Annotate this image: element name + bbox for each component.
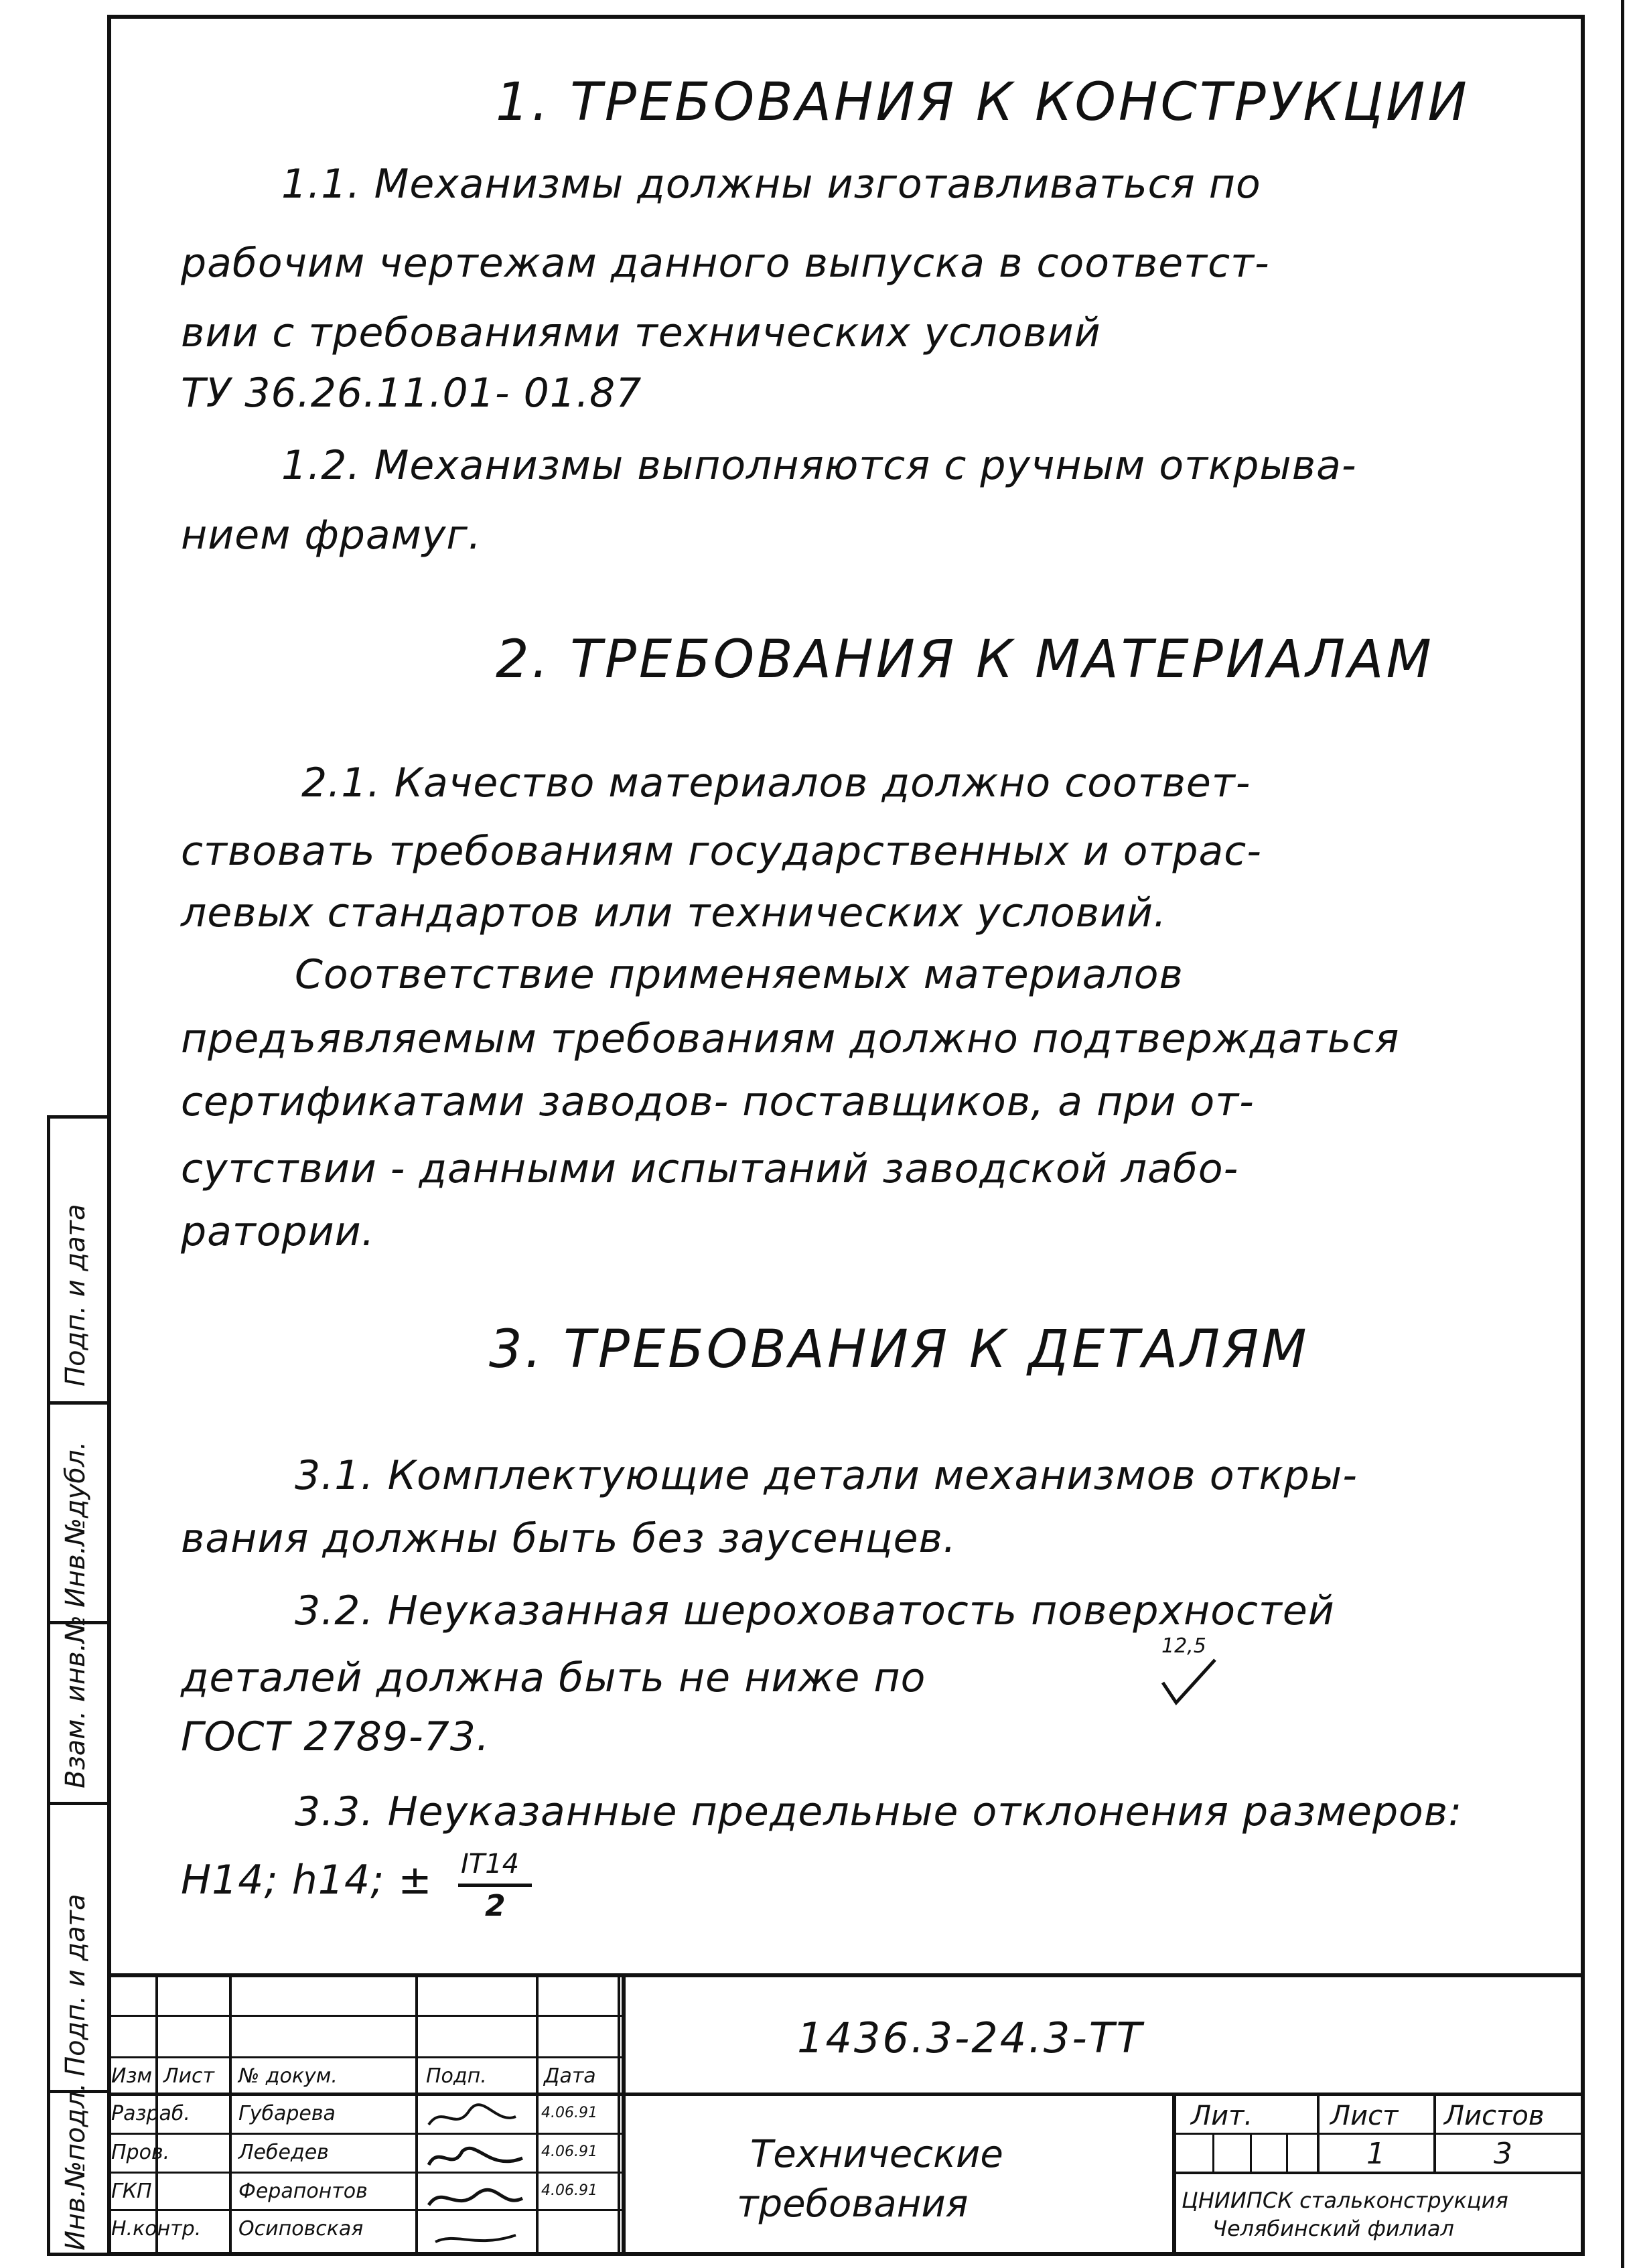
organization-line-2: Челябинский филиал [1212,2216,1454,2241]
row-name: Осиповская [238,2217,364,2241]
row-role: Н.контр. [111,2217,202,2241]
roughness-value: 12,5 [1161,1634,1206,1658]
title-block [107,1973,1585,2256]
section-1-line-3: вии с требованиями технических условий [181,309,1101,356]
section-3-line-1: 3.1. Комплектующие детали механизмов откры- [295,1452,1358,1499]
section-1-heading: 1. ТРЕБОВАНИЯ К КОНСТРУКЦИИ [496,72,1470,133]
section-1-line-5: 1.2. Механизмы выполняются с ручным открыва- [281,442,1357,489]
margin-separator [47,1802,111,1805]
document-title-line-1: Технические [750,2133,1003,2176]
row-date: 4.06.91 [541,2105,597,2121]
margin-label-inv-podl: Инв.№подл. [60,2082,91,2251]
section-2-line-4: Соответствие применяемых материалов [295,951,1184,998]
section-2-line-7: сутствии - данными испытаний заводской лабо- [181,1145,1239,1192]
document-number: 1436.3-24.3-ТТ [797,2013,1144,2062]
row-date: 4.06.91 [541,2143,597,2160]
section-3-heading: 3. ТРЕБОВАНИЯ К ДЕТАЛЯМ [489,1320,1309,1380]
margin-label-podp-data-bottom: Подп. и дата [60,1894,91,2076]
sheet-label: Лист [1330,2101,1399,2131]
lit-label: Лит. [1191,2101,1253,2131]
section-2-line-8: ратории. [181,1208,375,1255]
section-3-line-6: 3.3. Неуказанные предельные отклонения размеров: [295,1788,1463,1835]
section-2-line-1: 2.1. Качество материалов должно соответ- [301,760,1251,806]
sheet-edge-line [1621,0,1624,2268]
sheets-count: 3 [1494,2137,1512,2171]
section-1-line-1: 1.1. Механизмы должны изготавливаться по [281,161,1261,208]
row-role: Пров. [111,2141,170,2164]
document-title-line-2: требования [737,2182,969,2226]
section-2-line-3: левых стандартов или технических условий. [181,890,1167,936]
section-2-line-6: сертификатами заводов- поставщиков, а при от- [181,1078,1255,1125]
row-date: 4.06.91 [541,2182,597,2199]
row-name: Лебедев [238,2141,329,2164]
section-2-line-2: ствовать требованиям государственных и отрас- [181,828,1262,875]
row-role: Разраб. [111,2102,190,2125]
check-mark-icon [1159,1634,1219,1708]
margin-label-inv-dubl: Инв.№дубл. [60,1441,91,1608]
signatures-graphic [422,2098,529,2252]
row-role: ГКП [111,2180,152,2203]
margin-separator [47,1401,111,1405]
header-data: Дата [544,2064,596,2088]
section-1-line-6: нием фрамуг. [181,512,482,559]
section-2-line-5: предъявляемым требованиям должно подтверждаться [181,1015,1400,1062]
header-ndokum: № докум. [238,2064,338,2088]
fraction-numerator: IT14 [461,1849,520,1880]
section-3-line-2: вания должны быть без заусенцев. [181,1515,956,1562]
section-3-line-4: деталей должна быть не ниже по [181,1654,926,1701]
margin-label-podp-data-top: Подп. и дата [60,1204,91,1387]
section-3-line-7: Н14; h14; ± [181,1857,433,1904]
row-name: Ферапонтов [238,2180,368,2203]
row-name: Губарева [238,2102,336,2125]
tolerance-fraction [455,1849,543,1929]
margin-label-vzam-inv: Взам. инв.№ [60,1615,91,1788]
header-podp: Подп. [426,2064,487,2088]
header-list: Лист [163,2064,215,2088]
sheet-number: 1 [1366,2137,1385,2171]
sheets-label: Листов [1444,2101,1545,2131]
fraction-bar [458,1884,532,1887]
section-1-line-4: ТУ 36.26.11.01- 01.87 [181,370,642,417]
section-2-heading: 2. ТРЕБОВАНИЯ К МАТЕРИАЛАМ [496,630,1434,690]
section-3-line-5: ГОСТ 2789-73. [181,1713,490,1760]
fraction-denominator: 2 [485,1889,506,1923]
roughness-symbol [1159,1634,1219,1708]
header-izm: Изм [111,2064,153,2088]
section-1-line-2: рабочим чертежам данного выпуска в соответст- [181,240,1270,287]
section-3-line-3: 3.2. Неуказанная шероховатость поверхностей [295,1587,1335,1634]
organization-line-1: ЦНИИПСК стальконструкция [1182,2188,1508,2213]
